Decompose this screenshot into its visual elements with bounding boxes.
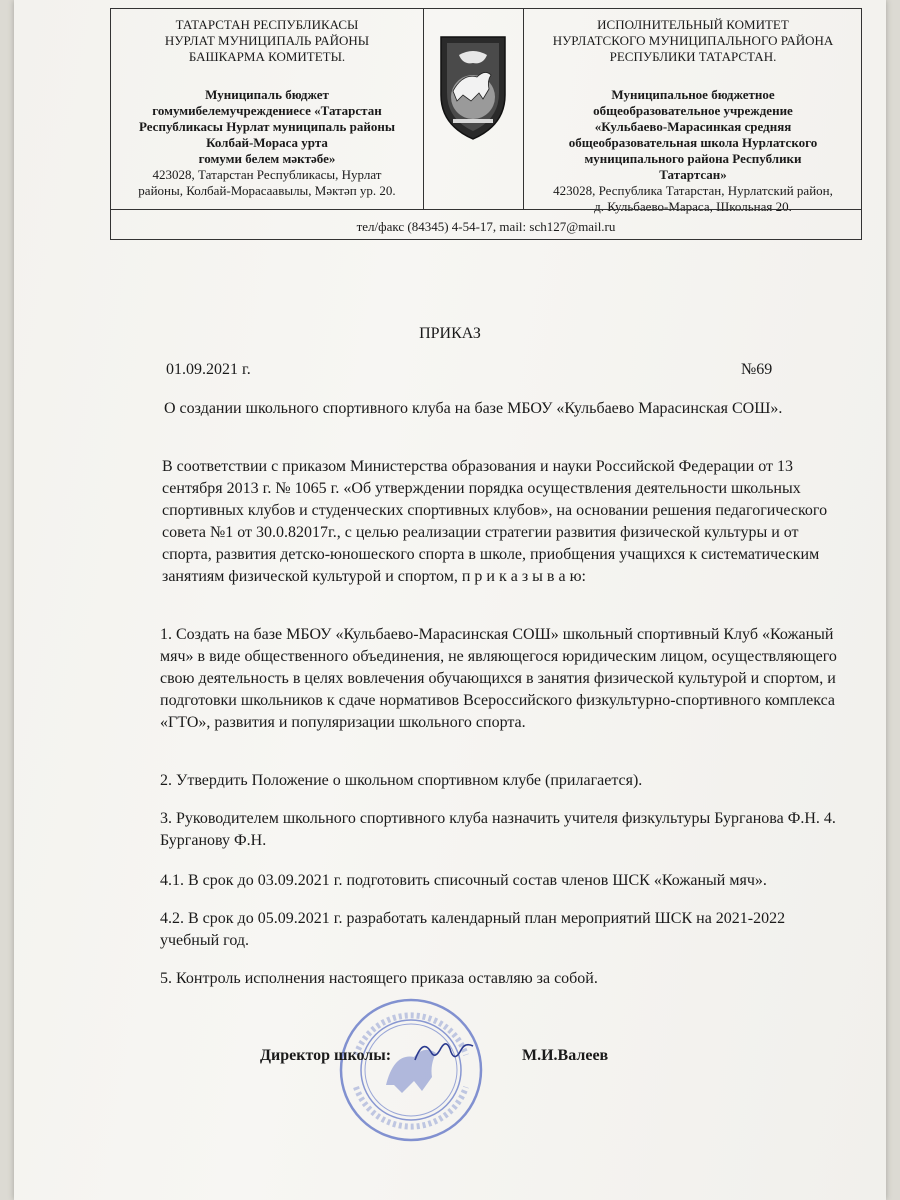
left-org-line: Колбай-Мораса урта bbox=[206, 135, 328, 150]
left-org-line: гомумибелемучреждениесе «Татарстан bbox=[152, 103, 382, 118]
contacts-line: тел/факс (84345) 4-54-17, mail: sch127@mail.ru bbox=[356, 219, 616, 234]
preamble-paragraph: В соответствии с приказом Министерства образования и науки Российской Федерации от 13 сентября 2013 г. № 1065 г. «Об утверждении порядка осуществления деятельности школьных спортивных клубов и студенческих спортивных клубов», на основании решения педагогического совета №1 от 30.0.82017г., с целью реализации стратегии развития физической культуры и от спорта, развития детско-юношеского спорта в школе, приобщения учащихся к систематическим занятиям физической культурой и спортом, п р и к а з ы в а ю: bbox=[162, 458, 828, 585]
right-org-line: муниципального района Республики bbox=[584, 151, 802, 166]
document-title: ПРИКАЗ bbox=[419, 325, 481, 342]
letterhead-left-tatar bbox=[111, 9, 424, 209]
item-4-1: 4.1. В срок до 03.09.2021 г. подготовить списочный состав членов ШСК «Кожаный мяч». bbox=[160, 872, 767, 889]
right-header-line: НУРЛАТСКОГО МУНИЦИПАЛЬНОГО РАЙОНА bbox=[552, 33, 834, 48]
signatory-name: М.И.Валеев bbox=[522, 1047, 609, 1064]
letterhead-right-russian bbox=[523, 9, 862, 214]
right-header-line: РЕСПУБЛИКИ ТАТАРСТАН. bbox=[609, 49, 777, 64]
order-number: №69 bbox=[741, 361, 773, 378]
right-header-line: ИСПОЛНИТЕЛЬНЫЙ КОМИТЕТ bbox=[597, 17, 789, 32]
left-org-line: гомуми белем мәктәбе» bbox=[198, 151, 336, 166]
left-header-line: БАШКАРМА КОМИТЕТЫ. bbox=[188, 49, 346, 64]
order-date: 01.09.2021 г. bbox=[166, 361, 251, 378]
order-subject: О создании школьного спортивного клуба на базе МБОУ «Кульбаево Марасинская СОШ». bbox=[164, 400, 783, 417]
right-org-line: общеобразовательная школа Нурлатского bbox=[568, 135, 818, 150]
right-org-line: Татартсан» bbox=[659, 167, 727, 182]
item-3: 3. Руководителем школьного спортивного клуба назначить учителя физкультуры Бурганова Ф.Н. 4. Бурганову Ф.Н. bbox=[160, 810, 836, 849]
right-org-line: общеобразовательное учреждение bbox=[593, 103, 793, 118]
left-org-line: Республикасы Нурлат муниципаль районы bbox=[138, 119, 396, 134]
item-1: 1. Создать на базе МБОУ «Кульбаево-Марасинская СОШ» школьный спортивный Клуб «Кожаный мяч» в виде общественного объединения, не являющегося юридическим лицом, осуществляющего свою деятельность в целях вовлечения обучающихся в занятия физической культурой и спортом, и подготовки школьников к сдаче нормативов Всероссийского физкультурно-спортивного комплекса «ГТО», развития и популяризации школьного спорта. bbox=[160, 626, 837, 731]
item-2: 2. Утвердить Положение о школьном спортивном клубе (прилагается). bbox=[160, 772, 643, 789]
official-stamp-icon bbox=[336, 995, 486, 1145]
left-org-line: Муниципаль бюджет bbox=[205, 87, 329, 102]
right-address-line: д. Кульбаево-Мараса, Школьная 20. bbox=[594, 199, 792, 214]
item-5: 5. Контроль исполнения настоящего приказа оставляю за собой. bbox=[160, 970, 598, 987]
left-address-line: 423028, Татарстан Республикасы, Нурлат bbox=[152, 167, 382, 182]
item-4-2: 4.2. В срок до 05.09.2021 г. разработать календарный план мероприятий ШСК на 2021-2022 учебный год. bbox=[160, 910, 786, 949]
letterhead bbox=[110, 8, 862, 240]
tatarstan-coat-of-arms-icon bbox=[433, 33, 513, 143]
right-org-line: Муниципальное бюджетное bbox=[611, 87, 775, 102]
handwritten-signature-icon bbox=[409, 1030, 479, 1070]
right-org-line: «Кульбаево-Марасинкая средняя bbox=[594, 119, 792, 134]
signature-label: Директор школы: bbox=[260, 1047, 392, 1064]
right-address-line: 423028, Республика Татарстан, Нурлатский район, bbox=[553, 183, 833, 198]
letterhead-divider bbox=[111, 209, 861, 210]
document-page bbox=[14, 0, 886, 1200]
left-address-line: районы, Колбай-Морасаавылы, Мәктәп ур. 20. bbox=[138, 183, 396, 198]
left-header-line: НУРЛАТ МУНИЦИПАЛЬ РАЙОНЫ bbox=[164, 33, 370, 48]
left-header-line: ТАТАРСТАН РЕСПУБЛИКАСЫ bbox=[175, 17, 359, 32]
